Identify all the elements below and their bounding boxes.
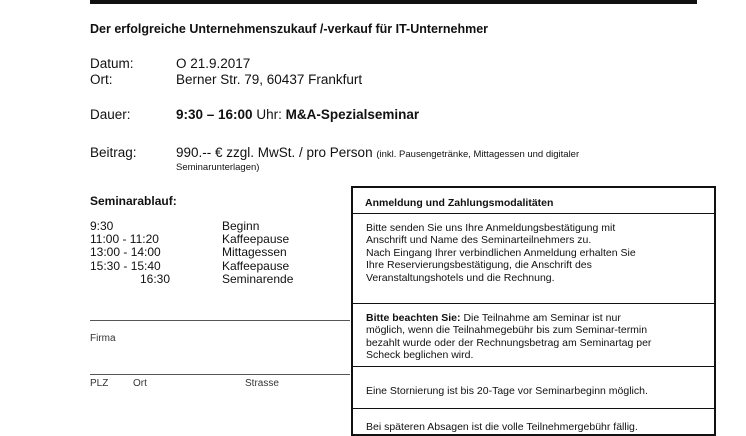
ort-value: Berner Str. 79, 60437 Frankfurt xyxy=(176,72,363,87)
ort-label: Ort: xyxy=(90,72,113,87)
firma-line[interactable] xyxy=(90,320,350,321)
dauer-label: Dauer: xyxy=(90,107,131,122)
schedule-time: 15:30 - 15:40 xyxy=(90,258,161,273)
box-paragraph-2 xyxy=(366,312,651,362)
box-divider xyxy=(353,213,714,214)
strasse-label: Strasse xyxy=(245,378,279,389)
box-divider xyxy=(353,366,714,367)
box-notice-bold: Bitte beachten Sie: xyxy=(366,312,461,324)
dauer-seminar: M&A-Spezialseminar xyxy=(285,107,420,122)
beitrag-value xyxy=(176,145,579,160)
dauer-value xyxy=(176,107,419,122)
firma-label: Firma xyxy=(90,333,116,344)
page-title: Der erfolgreiche Unternehmenszukauf /-verkauf für IT-Unternehmer xyxy=(90,22,489,36)
schedule-event: Mittagessen xyxy=(222,245,287,260)
top-rule xyxy=(90,0,697,4)
box-paragraph-4: Bei späteren Absagen ist die volle Teilnehmergebühr fällig. xyxy=(366,421,638,433)
schedule-time: 9:30 xyxy=(90,219,114,233)
schedule-event: Kaffeepause xyxy=(222,258,290,273)
box-paragraph-1: Bitte senden Sie uns Ihre Anmeldungsbestätigung mit Anschrift und Name des Seminarteilnehmers zu. Nach Eingang Ihrer verbindlichen Anmeldung erhalten Sie Ihre Reservierungsbestätigung, die Anschrift des Veranstaltungshotels und die Rechnung. xyxy=(366,222,636,284)
schedule-time: 11:00 - 11:20 xyxy=(90,232,159,247)
schedule-event: Beginn xyxy=(222,219,260,233)
box-paragraph-3: Eine Stornierung ist bis 20-Tage vor Seminarbeginn möglich. xyxy=(366,385,648,397)
beitrag-note-2: Seminarunterlagen) xyxy=(176,162,260,173)
beitrag-label: Beitrag: xyxy=(90,145,137,160)
schedule-event: Seminarende xyxy=(222,271,294,286)
datum-value: O 21.9.2017 xyxy=(176,56,251,71)
address-line[interactable] xyxy=(90,374,350,375)
schedule-times xyxy=(90,220,170,286)
dauer-uhr: Uhr: xyxy=(252,107,286,122)
box-notice-text: Die Teilnahme am Seminar ist nur möglich, wenn die Teilnahmegebühr bis zum Seminar-termin bezahlt wurde oder der Rechnungsbetrag am Seminartag per Scheck beglichen wird. xyxy=(366,312,652,362)
box-divider xyxy=(353,303,714,304)
schedule-events xyxy=(222,220,293,286)
dauer-time: 9:30 – 16:00 xyxy=(176,107,253,122)
schedule-time: 13:00 - 14:00 xyxy=(90,245,161,260)
schedule-title: Seminarablauf: xyxy=(90,194,177,208)
box-divider xyxy=(353,408,714,409)
ort-field-label: Ort xyxy=(133,378,147,389)
beitrag-price: 990.-- € zzgl. MwSt. / pro Person xyxy=(176,145,373,160)
plz-label: PLZ xyxy=(90,378,109,389)
schedule-event: Kaffeepause xyxy=(222,232,290,247)
beitrag-note: (inkl. Pausengetränke, Mittagessen und digitaler xyxy=(376,149,580,160)
registration-box xyxy=(351,186,716,436)
schedule-time: 16:30 xyxy=(140,271,171,286)
datum-label: Datum: xyxy=(90,56,134,71)
box-heading: Anmeldung und Zahlungsmodalitäten xyxy=(365,197,554,209)
